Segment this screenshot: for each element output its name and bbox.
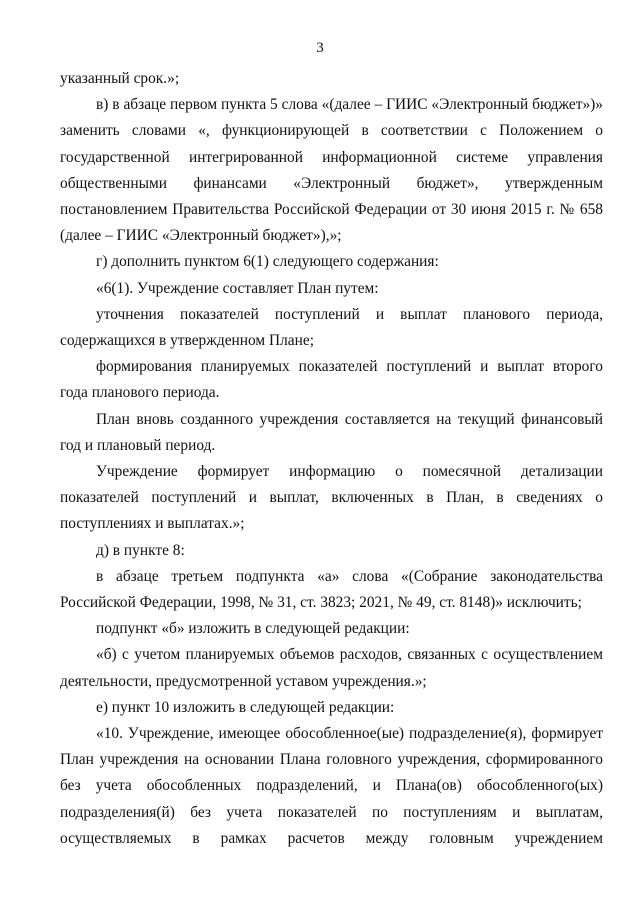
paragraph: уточнения показателей поступлений и выплат планового периода, содержащихся в утвержденном Плане;: [60, 305, 603, 350]
paragraph: г) дополнить пунктом 6(1) следующего содержания:: [96, 253, 439, 271]
paragraph: в) в абзаце первом пункта 5 слова «(далее – ГИИС «Электронный бюджет»)» заменить словами «, функционирующей в соответствии с Положением о государственной интегрированной информационной системе управления общественными финансами «Электронный бюджет», утвержденным постановлением Правительства Российской Федерации от 30 июня 2015 г. № 658 (далее – ГИИС «Электронный бюджет»),»;: [60, 96, 603, 245]
paragraph: «6(1). Учреждение составляет План путем:: [96, 279, 379, 297]
paragraph: подпункт «б» изложить в следующей редакции:: [96, 620, 410, 638]
paragraph: формирования планируемых показателей поступлений и выплат второго года планового периода.: [60, 358, 603, 402]
paragraph: «10. Учреждение, имеющее обособленное(ые) подразделение(я), формирует План учреждения на основании Плана головного учреждения, сформированного без учета обособленных подразделений, и Плана(ов) обособленного(ых) подразделения(й) без учета показателей по поступлениям и выплатам, осуществляемых в рамках расчетов между головным учреждением: [60, 725, 603, 847]
paragraph: План вновь созданного учреждения составляется на текущий финансовый год и плановый период.: [60, 410, 603, 454]
paragraph: «б) с учетом планируемых объемов расходов, связанных с осуществлением деятельности, предусмотренной уставом учреждения.»;: [60, 646, 603, 690]
paragraph: Учреждение формирует информацию о помесячной детализации показателей поступлений и выплат, включенных в План, в сведениях о поступлениях и выплатах.»;: [60, 463, 603, 533]
paragraph: указанный срок.»;: [60, 70, 180, 87]
paragraph: е) пункт 10 изложить в следующей редакции:: [96, 698, 395, 716]
paragraph: д) в пункте 8:: [96, 541, 185, 559]
document-body: [60, 66, 603, 852]
page-number: 3: [316, 40, 324, 56]
paragraph: в абзаце третьем подпункта «а» слова «(Собрание законодательства Российской Федерации, 1998, № 31, ст. 3823; 2021, № 49, ст. 8148)» исключить;: [60, 567, 603, 612]
